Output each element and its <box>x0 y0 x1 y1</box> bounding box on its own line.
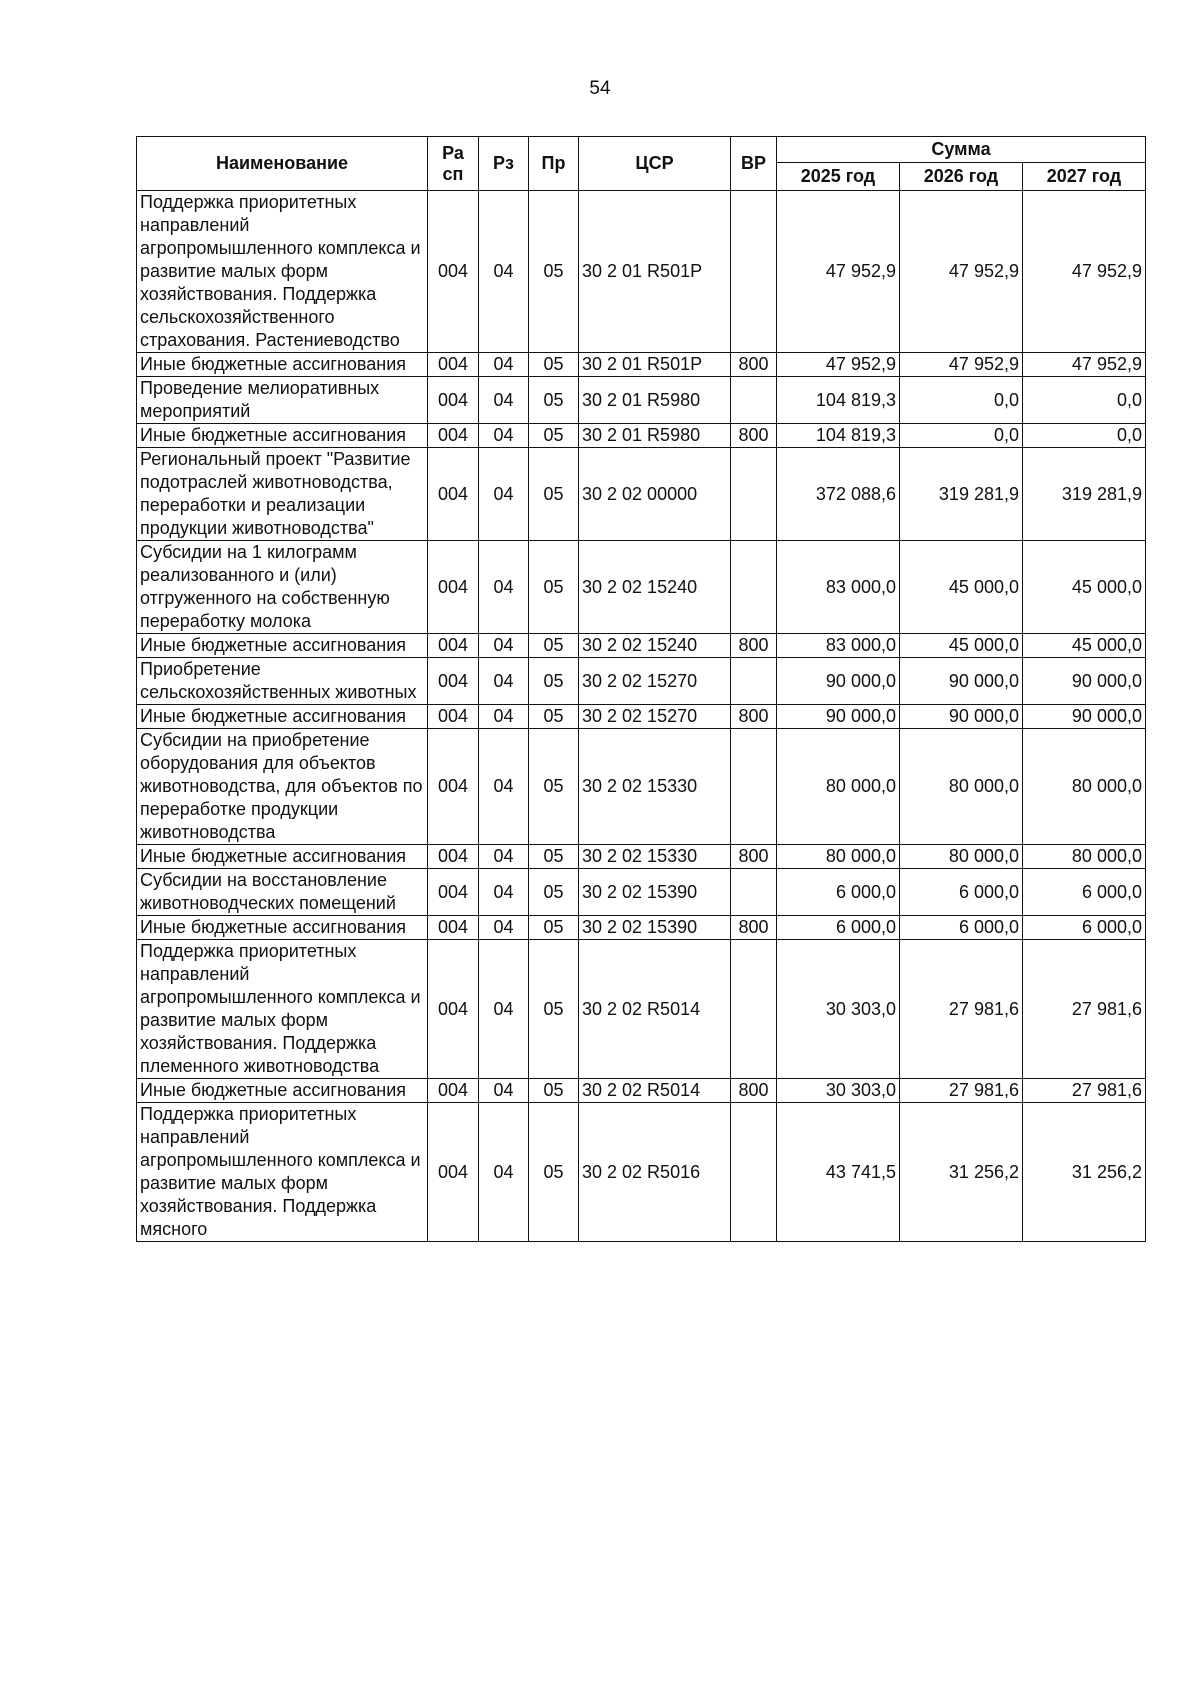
cell-name: Иные бюджетные ассигнования <box>137 705 428 729</box>
cell-rz: 04 <box>479 424 529 448</box>
table-row <box>137 353 1146 377</box>
table-row <box>137 377 1146 424</box>
cell-sum-2026: 80 000,0 <box>900 729 1023 845</box>
cell-rz: 04 <box>479 869 529 916</box>
cell-sum-2026: 45 000,0 <box>900 634 1023 658</box>
cell-sum-2025: 80 000,0 <box>777 729 900 845</box>
cell-sum-2027: 47 952,9 <box>1023 353 1146 377</box>
table-row <box>137 1103 1146 1242</box>
table-row <box>137 729 1146 845</box>
header-year-2027: 2027 год <box>1023 163 1146 191</box>
table-body <box>137 191 1146 1242</box>
cell-sum-2027: 90 000,0 <box>1023 658 1146 705</box>
cell-rasp: 004 <box>428 705 479 729</box>
cell-pr: 05 <box>529 634 579 658</box>
cell-name: Проведение мелиоративных мероприятий <box>137 377 428 424</box>
cell-rz: 04 <box>479 377 529 424</box>
cell-sum-2027: 80 000,0 <box>1023 845 1146 869</box>
cell-pr: 05 <box>529 541 579 634</box>
cell-vr: 800 <box>731 916 777 940</box>
cell-name: Поддержка приоритетных направлений агропромышленного комплекса и развитие малых форм хозяйствования. Поддержка мясного <box>137 1103 428 1242</box>
cell-csr: 30 2 01 R501P <box>579 353 731 377</box>
cell-sum-2026: 90 000,0 <box>900 658 1023 705</box>
cell-sum-2025: 372 088,6 <box>777 448 900 541</box>
cell-sum-2025: 47 952,9 <box>777 353 900 377</box>
cell-sum-2027: 0,0 <box>1023 424 1146 448</box>
cell-sum-2025: 104 819,3 <box>777 377 900 424</box>
cell-rz: 04 <box>479 916 529 940</box>
header-rasp: Ра сп <box>428 137 479 191</box>
cell-sum-2027: 6 000,0 <box>1023 869 1146 916</box>
cell-name: Субсидии на восстановление животноводческих помещений <box>137 869 428 916</box>
cell-sum-2026: 31 256,2 <box>900 1103 1023 1242</box>
cell-vr: 800 <box>731 1079 777 1103</box>
cell-rz: 04 <box>479 845 529 869</box>
table-row <box>137 634 1146 658</box>
cell-csr: 30 2 02 15390 <box>579 869 731 916</box>
cell-name: Иные бюджетные ассигнования <box>137 1079 428 1103</box>
cell-rasp: 004 <box>428 658 479 705</box>
header-csr: ЦСР <box>579 137 731 191</box>
table-row <box>137 541 1146 634</box>
header-year-2025: 2025 год <box>777 163 900 191</box>
cell-csr: 30 2 02 00000 <box>579 448 731 541</box>
cell-vr <box>731 658 777 705</box>
cell-rasp: 004 <box>428 541 479 634</box>
cell-sum-2026: 27 981,6 <box>900 940 1023 1079</box>
cell-rz: 04 <box>479 191 529 353</box>
cell-sum-2027: 45 000,0 <box>1023 541 1146 634</box>
page-number: 54 <box>589 78 611 99</box>
cell-rasp: 004 <box>428 1079 479 1103</box>
cell-pr: 05 <box>529 845 579 869</box>
cell-name: Иные бюджетные ассигнования <box>137 845 428 869</box>
cell-rz: 04 <box>479 634 529 658</box>
cell-name: Иные бюджетные ассигнования <box>137 353 428 377</box>
cell-sum-2027: 31 256,2 <box>1023 1103 1146 1242</box>
cell-vr <box>731 729 777 845</box>
cell-sum-2025: 90 000,0 <box>777 658 900 705</box>
header-rz: Рз <box>479 137 529 191</box>
cell-sum-2027: 45 000,0 <box>1023 634 1146 658</box>
cell-sum-2026: 90 000,0 <box>900 705 1023 729</box>
table-row <box>137 940 1146 1079</box>
cell-rz: 04 <box>479 1103 529 1242</box>
cell-rasp: 004 <box>428 845 479 869</box>
header-vr: ВР <box>731 137 777 191</box>
cell-csr: 30 2 02 R5014 <box>579 1079 731 1103</box>
cell-sum-2027: 90 000,0 <box>1023 705 1146 729</box>
cell-rasp: 004 <box>428 377 479 424</box>
cell-sum-2026: 47 952,9 <box>900 353 1023 377</box>
table-row <box>137 1079 1146 1103</box>
table-row <box>137 448 1146 541</box>
cell-pr: 05 <box>529 424 579 448</box>
cell-pr: 05 <box>529 191 579 353</box>
table-row <box>137 916 1146 940</box>
cell-pr: 05 <box>529 448 579 541</box>
cell-rasp: 004 <box>428 424 479 448</box>
cell-vr: 800 <box>731 705 777 729</box>
cell-name: Приобретение сельскохозяйственных животных <box>137 658 428 705</box>
cell-sum-2025: 80 000,0 <box>777 845 900 869</box>
cell-rasp: 004 <box>428 729 479 845</box>
cell-sum-2026: 6 000,0 <box>900 916 1023 940</box>
cell-name: Субсидии на 1 килограмм реализованного и (или) отгруженного на собственную переработку молока <box>137 541 428 634</box>
cell-rasp: 004 <box>428 916 479 940</box>
cell-vr: 800 <box>731 353 777 377</box>
cell-rasp: 004 <box>428 1103 479 1242</box>
cell-csr: 30 2 02 15240 <box>579 634 731 658</box>
cell-name: Иные бюджетные ассигнования <box>137 916 428 940</box>
cell-sum-2027: 27 981,6 <box>1023 940 1146 1079</box>
cell-sum-2025: 43 741,5 <box>777 1103 900 1242</box>
cell-sum-2026: 6 000,0 <box>900 869 1023 916</box>
cell-csr: 30 2 02 R5014 <box>579 940 731 1079</box>
cell-vr <box>731 541 777 634</box>
cell-sum-2026: 27 981,6 <box>900 1079 1023 1103</box>
cell-rz: 04 <box>479 940 529 1079</box>
cell-vr <box>731 1103 777 1242</box>
cell-vr <box>731 377 777 424</box>
cell-rasp: 004 <box>428 353 479 377</box>
cell-name: Иные бюджетные ассигнования <box>137 634 428 658</box>
cell-sum-2026: 0,0 <box>900 377 1023 424</box>
cell-pr: 05 <box>529 869 579 916</box>
header-year-2026: 2026 год <box>900 163 1023 191</box>
table-row <box>137 658 1146 705</box>
cell-sum-2025: 30 303,0 <box>777 1079 900 1103</box>
cell-csr: 30 2 01 R5980 <box>579 424 731 448</box>
cell-sum-2025: 83 000,0 <box>777 541 900 634</box>
header-name: Наименование <box>137 137 428 191</box>
cell-sum-2025: 30 303,0 <box>777 940 900 1079</box>
cell-sum-2026: 319 281,9 <box>900 448 1023 541</box>
cell-csr: 30 2 02 15270 <box>579 658 731 705</box>
cell-csr: 30 2 02 15330 <box>579 845 731 869</box>
cell-vr <box>731 869 777 916</box>
cell-pr: 05 <box>529 729 579 845</box>
cell-csr: 30 2 02 R5016 <box>579 1103 731 1242</box>
cell-rz: 04 <box>479 658 529 705</box>
cell-sum-2026: 80 000,0 <box>900 845 1023 869</box>
cell-name: Поддержка приоритетных направлений агропромышленного комплекса и развитие малых форм хозяйствования. Поддержка племенного животноводства <box>137 940 428 1079</box>
cell-rz: 04 <box>479 729 529 845</box>
cell-csr: 30 2 02 15330 <box>579 729 731 845</box>
cell-sum-2025: 6 000,0 <box>777 916 900 940</box>
cell-rz: 04 <box>479 705 529 729</box>
cell-vr: 800 <box>731 424 777 448</box>
cell-rasp: 004 <box>428 869 479 916</box>
cell-sum-2025: 104 819,3 <box>777 424 900 448</box>
cell-rasp: 004 <box>428 940 479 1079</box>
cell-pr: 05 <box>529 916 579 940</box>
cell-rz: 04 <box>479 448 529 541</box>
cell-name: Субсидии на приобретение оборудования для объектов животноводства, для объектов по переработке продукции животноводства <box>137 729 428 845</box>
header-pr: Пр <box>529 137 579 191</box>
cell-sum-2027: 80 000,0 <box>1023 729 1146 845</box>
cell-sum-2027: 27 981,6 <box>1023 1079 1146 1103</box>
cell-vr: 800 <box>731 634 777 658</box>
cell-name: Региональный проект "Развитие подотраслей животноводства, переработки и реализации продукции животноводства" <box>137 448 428 541</box>
cell-csr: 30 2 01 R501P <box>579 191 731 353</box>
cell-rz: 04 <box>479 541 529 634</box>
cell-sum-2025: 6 000,0 <box>777 869 900 916</box>
cell-sum-2027: 0,0 <box>1023 377 1146 424</box>
cell-rasp: 004 <box>428 191 479 353</box>
cell-sum-2027: 47 952,9 <box>1023 191 1146 353</box>
cell-vr <box>731 191 777 353</box>
cell-vr <box>731 940 777 1079</box>
cell-csr: 30 2 02 15240 <box>579 541 731 634</box>
cell-rasp: 004 <box>428 634 479 658</box>
budget-table <box>136 136 1146 1242</box>
cell-sum-2025: 83 000,0 <box>777 634 900 658</box>
cell-csr: 30 2 02 15270 <box>579 705 731 729</box>
table-row <box>137 191 1146 353</box>
cell-name: Поддержка приоритетных направлений агропромышленного комплекса и развитие малых форм хозяйствования. Поддержка сельскохозяйственного страхования. Растениеводство <box>137 191 428 353</box>
header-sum: Сумма <box>777 137 1146 163</box>
table-row <box>137 705 1146 729</box>
cell-csr: 30 2 02 15390 <box>579 916 731 940</box>
cell-rasp: 004 <box>428 448 479 541</box>
cell-pr: 05 <box>529 705 579 729</box>
table-row <box>137 869 1146 916</box>
cell-pr: 05 <box>529 940 579 1079</box>
table-row <box>137 845 1146 869</box>
cell-name: Иные бюджетные ассигнования <box>137 424 428 448</box>
cell-pr: 05 <box>529 1103 579 1242</box>
cell-pr: 05 <box>529 353 579 377</box>
cell-pr: 05 <box>529 377 579 424</box>
cell-vr: 800 <box>731 845 777 869</box>
cell-sum-2026: 0,0 <box>900 424 1023 448</box>
cell-csr: 30 2 01 R5980 <box>579 377 731 424</box>
cell-sum-2025: 90 000,0 <box>777 705 900 729</box>
cell-sum-2025: 47 952,9 <box>777 191 900 353</box>
cell-pr: 05 <box>529 658 579 705</box>
cell-sum-2027: 6 000,0 <box>1023 916 1146 940</box>
table-row <box>137 424 1146 448</box>
cell-rz: 04 <box>479 353 529 377</box>
cell-pr: 05 <box>529 1079 579 1103</box>
cell-sum-2027: 319 281,9 <box>1023 448 1146 541</box>
cell-sum-2026: 45 000,0 <box>900 541 1023 634</box>
cell-sum-2026: 47 952,9 <box>900 191 1023 353</box>
cell-vr <box>731 448 777 541</box>
cell-rz: 04 <box>479 1079 529 1103</box>
